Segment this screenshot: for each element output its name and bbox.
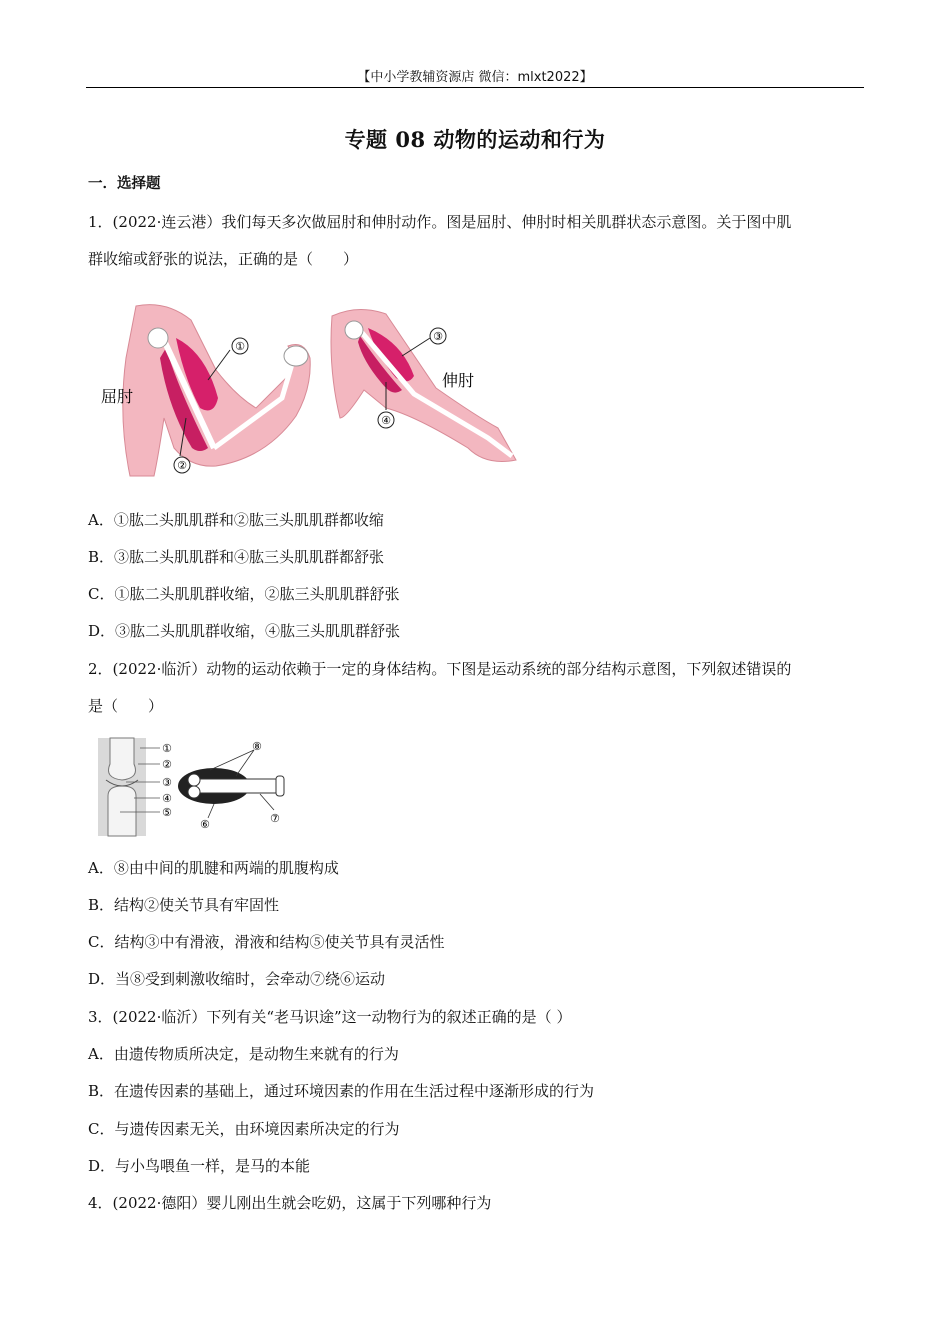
label-extend: 伸肘	[442, 371, 475, 390]
q2-stem-line1: 2．(2022·临沂）动物的运动依赖于一定的身体结构。下图是运动系统的部分结构示意图，下列叙述错误的	[88, 660, 792, 678]
q1-option-d: D．③肱二头肌肌群收缩，④肱三头肌肌群舒张	[88, 622, 401, 640]
q2-joint-figure	[90, 736, 290, 840]
label-n4: ④	[162, 792, 172, 805]
long-bone	[194, 779, 280, 793]
q2-option-b: B．结构②使关节具有牢固性	[88, 896, 280, 914]
q1-stem-line2: 群收缩或舒张的说法，正确的是（ ）	[88, 250, 359, 268]
joint-lower-bone	[108, 786, 136, 836]
q3-option-a: A．由遗传物质所决定，是动物生来就有的行为	[88, 1045, 399, 1063]
q1-option-c: C．①肱二头肌肌群收缩，②肱三头肌肌群舒张	[88, 585, 400, 603]
q1-option-a: A．①肱二头肌肌群和②肱三头肌肌群都收缩	[88, 511, 384, 529]
q3-stem: 3．(2022·临沂）下列有关“老马识途”这一动物行为的叙述正确的是（ ）	[88, 1008, 572, 1026]
label-m2: ②	[177, 459, 187, 472]
label-n7: ⑦	[270, 812, 280, 825]
label-n6: ⑥	[200, 818, 210, 831]
q1-arm-figure	[96, 298, 526, 478]
q2-option-c: C．结构③中有滑液，滑液和结构⑤使关节具有灵活性	[88, 933, 445, 951]
section-heading: 一．选择题	[88, 175, 161, 192]
q2-stem-line2: 是（ ）	[88, 697, 164, 715]
q1-stem-line1: 1．(2022·连云港）我们每天多次做屈肘和伸肘动作。图是屈肘、伸肘时相关肌群状态示意图。关于图中肌	[88, 213, 792, 231]
label-m4: ④	[381, 414, 391, 427]
header-rule	[86, 87, 864, 88]
flexed-arm-fist	[284, 346, 308, 366]
joint-upper-bone	[109, 738, 136, 780]
label-n3: ③	[162, 776, 172, 789]
q4-stem: 4．(2022·德阳）婴儿刚出生就会吃奶，这属于下列哪种行为	[88, 1194, 492, 1212]
label-flex: 屈肘	[101, 387, 134, 406]
label-m3: ③	[433, 330, 443, 343]
label-n1: ①	[162, 742, 172, 755]
q1-option-b: B．③肱二头肌肌群和④肱三头肌肌群都舒张	[88, 548, 385, 566]
page-header: 【中小学教辅资源店 微信：mlxt2022】	[357, 70, 593, 85]
q3-option-b: B．在遗传因素的基础上，通过环境因素的作用在生活过程中逐渐形成的行为	[88, 1082, 595, 1100]
label-m1: ①	[235, 340, 245, 353]
label-n8: ⑧	[252, 740, 262, 753]
q3-option-d: D．与小鸟喂鱼一样，是马的本能	[88, 1157, 311, 1175]
q2-option-d: D．当⑧受到刺激收缩时，会牵动⑦绕⑥运动	[88, 970, 386, 988]
q2-option-a: A．⑧由中间的肌腱和两端的肌腹构成	[88, 859, 339, 877]
label-n2: ②	[162, 758, 172, 771]
page-title: 专题 08 动物的运动和行为	[344, 127, 606, 152]
q3-option-c: C．与遗传因素无关，由环境因素所决定的行为	[88, 1120, 400, 1138]
label-n5: ⑤	[162, 806, 172, 819]
